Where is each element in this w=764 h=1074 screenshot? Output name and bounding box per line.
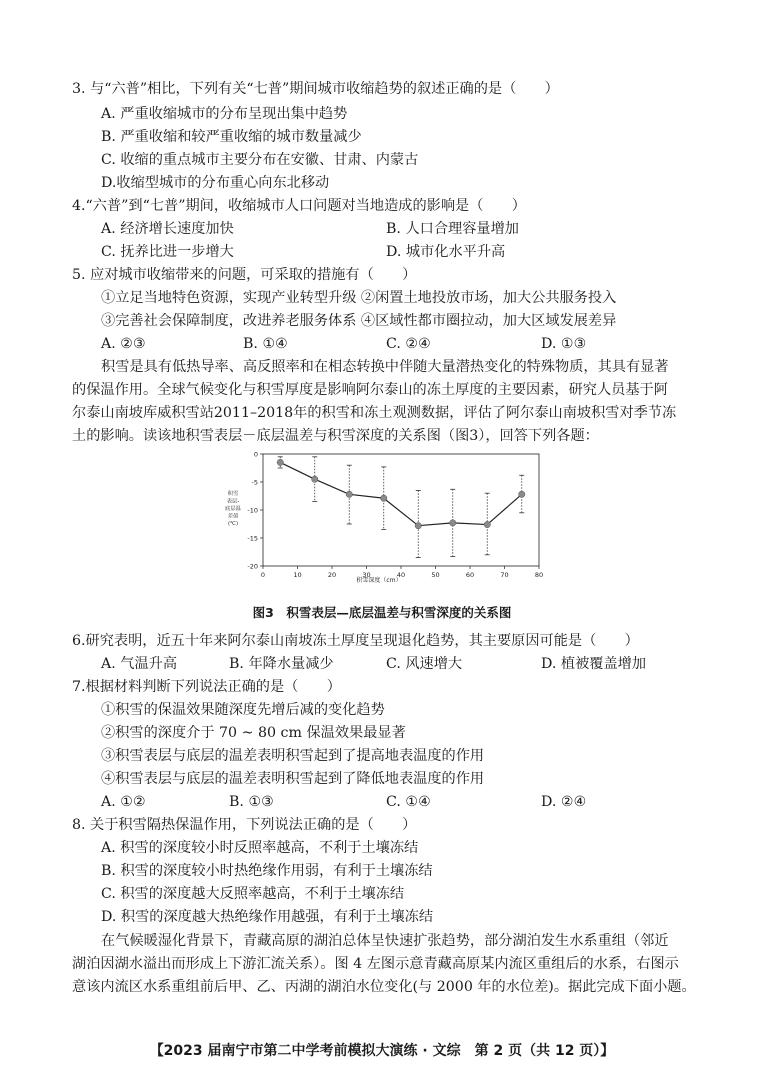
question-4-option-a: A. 经济增长速度加快 (101, 221, 234, 237)
data-point (277, 459, 283, 465)
question-5-item-line-2: ③完善社会保障制度，改进养老服务体系 ④区域性都市圈拉动，加大区域发展差异 (101, 313, 617, 329)
passage-1-line-1: 积雪是具有低热导率、高反照率和在相态转换中伴随大量潜热变化的特殊物质，其具有显著 (101, 359, 669, 375)
y-axis-label-line: 积雪 (227, 491, 239, 497)
y-axis-label-line: 底层温 (225, 506, 241, 512)
y-tick-label: 0 (253, 450, 258, 459)
x-tick-label: 60 (465, 571, 475, 579)
question-8-option-d: D. 积雪的深度越大热绝缘作用越强，有利于土壤冻结 (101, 909, 434, 925)
snow-temperature-chart (0, 446, 764, 596)
y-axis-label (225, 489, 242, 527)
plot-frame (263, 454, 539, 566)
data-point (312, 476, 318, 482)
question-5-stem: 5. 应对城市收缩带来的问题，可采取的措施有（ ） (72, 267, 417, 283)
x-tick-label: 40 (396, 571, 406, 579)
question-7-item-4: ④积雪表层与底层的温差表明积雪起到了降低地表温度的作用 (101, 771, 485, 787)
question-7-option-b: B. ①③ (229, 794, 274, 810)
question-8-option-c: C. 积雪的深度越大反照率越高，不利于土壤冻结 (101, 886, 405, 902)
x-tick-label: 80 (534, 571, 544, 579)
question-6-stem: 6.研究表明，近五十年来阿尔泰山南坡冻土厚度呈现退化趋势，其主要原因可能是（ ） (72, 633, 639, 649)
data-point (381, 495, 387, 501)
question-7-item-1: ①积雪的保温效果随深度先增后减的变化趋势 (101, 702, 385, 718)
question-8-option-a: A. 积雪的深度较小时反照率越高，不利于土壤冻结 (101, 840, 419, 856)
question-3-option-d: D.收缩型城市的分布重心向东北移动 (101, 175, 330, 191)
data-point (415, 522, 421, 528)
question-6-option-c: C. 风速增大 (386, 656, 463, 672)
data-point (519, 491, 525, 497)
y-axis-label-line: 表层- (226, 498, 240, 505)
question-6-option-d: D. 植被覆盖增加 (541, 656, 647, 672)
x-tick-label: 50 (431, 571, 440, 579)
y-tick-label: -20 (247, 562, 258, 571)
passage-1-line-4: 土的影响。读该地积雪表层－底层温差与积雪深度的关系图（图3），回答下列各题： (72, 428, 599, 444)
question-4-option-c: C. 抚养比进一步增大 (101, 244, 234, 260)
question-8-stem: 8. 关于积雪隔热保温作用，下列说法正确的是（ ） (72, 817, 417, 833)
page-footer: 【2023 届南宁市第二中学考前模拟大演练 · 文综 第 2 页（共 12 页）】 (149, 1043, 615, 1059)
chart-marks (277, 457, 525, 558)
question-5-option-d: D. ①③ (541, 336, 587, 352)
question-3-option-c: C. 收缩的重点城市主要分布在安徽、甘肃、内蒙古 (101, 152, 419, 168)
figure-3-caption: 图3 积雪表层—底层温差与积雪深度的关系图 (252, 605, 512, 620)
x-axis-label: 积雪深度（cm） (356, 577, 402, 584)
question-5-option-a: A. ②③ (101, 336, 146, 352)
y-tick-label: -10 (247, 506, 258, 515)
passage-1-line-3: 尔泰山南坡库威积雪站2011–2018年的积雪和冻土观测数据，评估了阿尔泰山南坡积雪对季节冻 (72, 405, 677, 421)
data-point (346, 491, 352, 497)
question-5-option-b: B. ①④ (243, 336, 288, 352)
passage-2-line-2: 湖泊因湖水溢出而形成上下游汇流关系）。图 4 左图示意青藏高原某内流区重组后的水系，右图示 (72, 956, 679, 972)
x-tick-label: 20 (327, 571, 337, 579)
question-7-option-a: A. ①② (101, 794, 146, 810)
question-7-option-c: C. ①④ (386, 794, 431, 810)
question-5-option-c: C. ②④ (386, 336, 431, 352)
x-tick-label: 70 (500, 571, 509, 579)
question-5-item-line-1: ①立足当地特色资源，实现产业转型升级 ②闲置土地投放市场，加大公共服务投入 (101, 290, 617, 306)
passage-2-line-1: 在气候暖湿化背景下，青藏高原的湖泊总体呈快速扩张趋势，部分湖泊发生水系重组（邻近 (101, 933, 669, 949)
y-tick-label: -15 (247, 534, 258, 543)
question-4-stem: 4.“六普”到“七普”期间，收缩城市人口问题对当地造成的影响是（ ） (72, 198, 526, 214)
question-3-stem: 3. 与“六普”相比，下列有关“七普”期间城市收缩趋势的叙述正确的是（ ） (72, 81, 559, 97)
series-line (280, 462, 522, 525)
y-tick-label: -5 (251, 478, 258, 487)
question-7-item-3: ③积雪表层与底层的温差表明积雪起到了提高地表温度的作用 (101, 748, 485, 764)
question-7-option-d: D. ②④ (541, 794, 587, 810)
question-6-option-b: B. 年降水量减少 (229, 656, 334, 672)
passage-2-line-3: 意该内流区水系重组前后甲、乙、丙湖的湖泊水位变化(与 2000 年的水位差)。据此完成下面小题。 (72, 979, 696, 995)
question-7-stem: 7.根据材料判断下列说法正确的是（ ） (72, 679, 341, 695)
question-6-option-a: A. 气温升高 (101, 656, 178, 672)
question-4-option-d: D. 城市化水平升高 (386, 244, 506, 260)
x-tick-label: 10 (293, 571, 302, 579)
y-axis-label-line: 差值 (227, 513, 239, 520)
x-tick-label: 0 (260, 571, 266, 579)
y-axis-label-line: (℃) (227, 521, 239, 527)
question-4-option-b: B. 人口合理容量增加 (386, 221, 519, 237)
x-tick-label: 30 (362, 571, 371, 579)
data-point (484, 521, 490, 527)
question-8-option-b: B. 积雪的深度较小时热绝缘作用弱，有利于土壤冻结 (101, 863, 433, 879)
question-7-item-2: ②积雪的深度介于 70 ~ 80 cm 保温效果最显著 (101, 725, 406, 741)
passage-1-line-2: 的保温作用。全球气候变化与积雪厚度是影响阿尔泰山的冻土厚度的主要因素，研究人员基于阿 (72, 382, 668, 398)
data-point (450, 520, 456, 526)
question-3-option-a: A. 严重收缩城市的分布呈现出集中趋势 (101, 106, 348, 122)
question-3-option-b: B. 严重收缩和较严重收缩的城市数量减少 (101, 129, 362, 145)
